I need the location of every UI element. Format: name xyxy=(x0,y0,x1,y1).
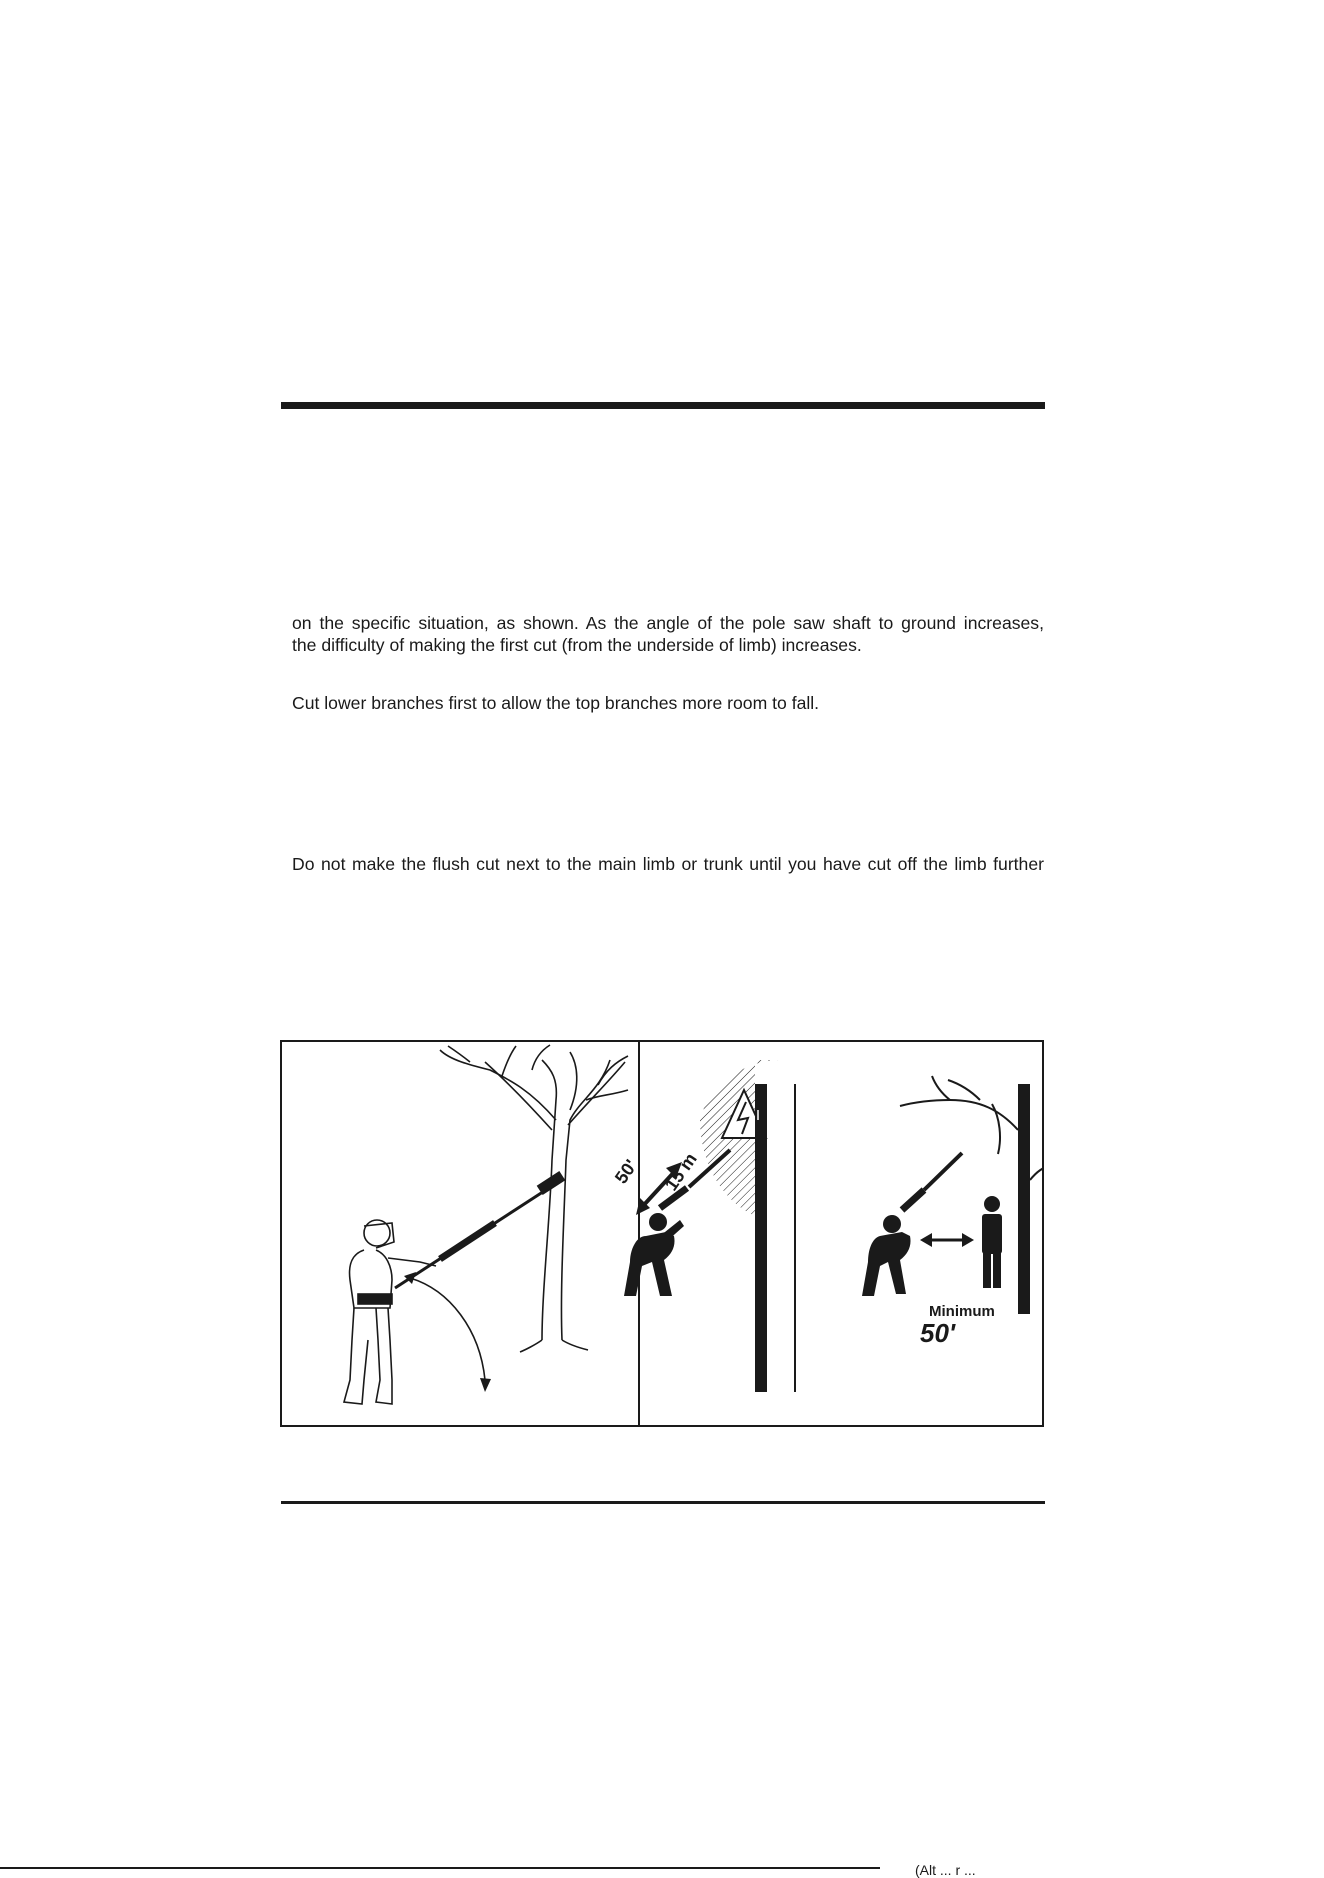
illustration-svg xyxy=(280,1040,1044,1427)
body-paragraph-2: Cut lower branches first to allow the top branches more room to fall. xyxy=(292,693,820,713)
footer-rule xyxy=(0,1867,880,1869)
section-top-rule xyxy=(281,402,1045,409)
bystander-minimum-label: Minimum xyxy=(929,1303,995,1320)
power-line-distance-m-label: 15 m xyxy=(660,1149,701,1195)
section-bottom-rule xyxy=(281,1501,1045,1504)
bystander-distance-arrow xyxy=(920,1233,974,1247)
bystander-figure xyxy=(982,1196,1002,1288)
operator-silhouette-1 xyxy=(624,1213,684,1296)
utility-pole xyxy=(755,1084,767,1392)
body-paragraph-1-line-2: the difficulty of making the first cut (from the underside of limb) increases. xyxy=(292,635,862,655)
angle-arrow-bottom xyxy=(480,1378,491,1392)
body-paragraph-3: Do not make the flush cut next to the main limb or trunk until you have cut off the limb further xyxy=(292,854,1044,874)
angle-arc xyxy=(410,1278,485,1380)
operator-silhouette-2 xyxy=(862,1215,911,1296)
bystander-distance-label: 50' xyxy=(920,1318,956,1348)
pole-saw-shaft-right xyxy=(924,1153,962,1190)
safety-illustration xyxy=(280,1040,1044,1427)
operator-figure xyxy=(344,1220,436,1404)
power-line-distance-ft-label: 50' xyxy=(610,1155,642,1188)
body-paragraph-1-line-1: on the specific situation, as shown. As the angle of the pole saw shaft to ground increases, xyxy=(292,613,1044,633)
pole-saw xyxy=(395,1172,565,1288)
footer-cutoff-text: (Alt ... r ... xyxy=(915,1862,976,1878)
tree-trunk-right xyxy=(1018,1084,1030,1314)
